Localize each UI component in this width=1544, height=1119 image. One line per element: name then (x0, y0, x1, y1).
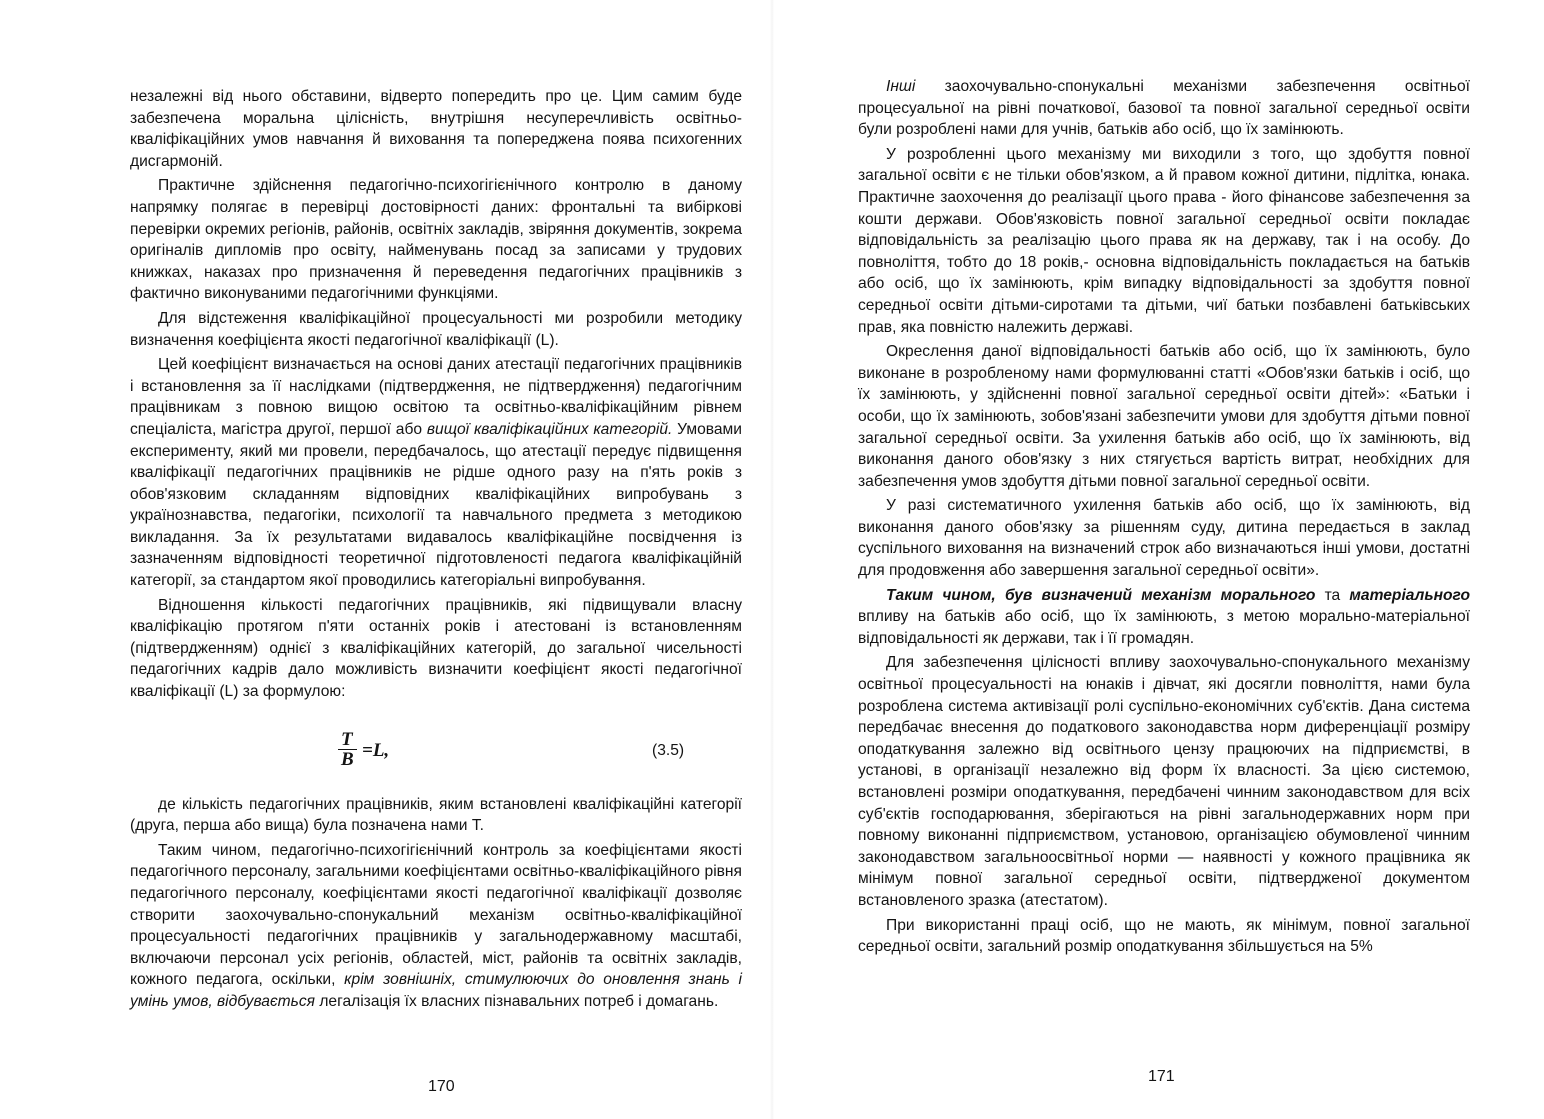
paragraph (130, 308, 742, 351)
text-segment: Цей коефіцієнт визначається на основі даних атестації педагогічних працівників і встановлення за її наслідками (підтвердження, не підтвердження) педагогічним працівникам з повною вищою освітою та освітньо-кваліфікаційним рівнем спеціаліста, магістра другої, першої або (130, 356, 742, 438)
text-segment: був визначений механізм морального (1004, 586, 1316, 604)
right-page (772, 0, 1544, 1119)
text-segment: матеріального (1349, 586, 1470, 604)
formula-numerator: T (338, 730, 357, 750)
text-segment: Умовами експерименту, який ми провели, передбачалось, що атестації передує підвищення кваліфікації педагогічних працівників не рідше одного разу на п'ять років з обов'язковим складанням відповідних кваліфікаційних випробувань з українознавства, педагогіки, психології та навчального предмета з методикою викладання. За їх результатами видавалось кваліфікаційне посвідчення із зазначенням відповідності теоретичної підготовленості педагога кваліфікаційній категорії, за стандартом якої проводились категоріальні випробування. (130, 420, 742, 590)
text-segment: Для відстеження кваліфікаційної процесуальності ми розробили методику визначення коефіцієнта якості педагогічної кваліфікації (L). (130, 309, 742, 349)
text-segment: незалежні від нього обставини, відверто попередить про це. Цим самим буде забезпечена моральна цілісність, внутрішня несуперечливість освітньо-кваліфікаційних умов навчання й виховання та попереджена поява психогенних дисгармоній. (130, 88, 742, 170)
text-segment: крім зовнішніх, стимулюючих до оновлення знань і умінь умов, відбувається (130, 971, 742, 1010)
formula-fraction (338, 730, 357, 769)
paragraph (130, 595, 742, 703)
text-segment: Відношення кількості педагогічних працівників, які підвищували власну кваліфікацію протягом п'яти останніх років і атестовані із встановленням (підтвердженням) однієї з кваліфікаційних категорій, до загальної чисельності педагогічних кадрів дало можливість визначити коефіцієнт якості педагогічної кваліфікації (L) за формулою: (130, 596, 742, 701)
formula-denominator: B (341, 748, 354, 770)
paragraph (858, 915, 1470, 958)
paragraph (858, 652, 1470, 911)
left-page-text (130, 86, 742, 1013)
formula-result: =L, (362, 739, 390, 761)
text-segment: де кількість педагогічних працівників, яким встановлені кваліфікаційні категорії (друга, перша або вища) була позначена нами Т. (130, 795, 742, 835)
page-number-right: 171 (1148, 1068, 1175, 1085)
formula-3-5 (130, 730, 742, 778)
paragraph (858, 144, 1470, 338)
paragraph (130, 840, 742, 1013)
paragraph (130, 86, 742, 172)
equation-number: (3.5) (652, 741, 685, 759)
text-segment: впливу на батьків або осіб, що їх замінюють, з метою морально-матеріальної відповідальності як держави, так і її громадян. (858, 608, 1470, 647)
paragraph (858, 585, 1470, 650)
text-segment: Інші (886, 78, 916, 95)
text-segment: Таким чином, (886, 586, 996, 604)
paragraph (130, 794, 742, 837)
text-segment: Практичне здійснення педагогічно-психогігієнічного контролю в даному напрямку полягає в перевірці достовірності даних: фронтальні та вибіркові перевірки окремих регіонів, районів, освітніх закладів, звіряння документів, зокрема оригіналів дипломів про освіту, найменувань посад за записами у трудових книжках, наказах про призначення й переведення педагогічних працівників з фактично виконуваними педагогічними функціями. (130, 177, 742, 303)
text-segment: та (1315, 586, 1350, 604)
text-segment: Окреслення даної відповідальності батьків або осіб, що їх замінюють, було виконане в розробленому нами формулюванні статті «Обов'язки батьків і осіб, що їх замінюють, у здійсненні повної загальної середньої освіти дітей»: «Батьки і особи, що їх замінюють, зобов'язані забезпечити умови для здобуття дітьми повної загальної середньої освіти. За ухилення батьків або осіб, що їх замінюють, від виконання даного обов'язку з них стягується вартість витрат, необхідних для забезпечення умов здобуття дітьми повної загальної середньої освіти. (858, 343, 1470, 490)
text-segment: Для забезпечення цілісності впливу заохочувально-спонукального механізму освітньої процесуальності на юнаків і дівчат, які досягли повноліття, нами була розроблена система активізації ролі суспільно-економічних суб'єктів. Дана система передбачає внесення до податкового законодавства норм диференціації розміру оподаткування залежно від освітнього цензу працюючих на підприємстві, в установі, в організації незалежно від форм їх власності. За цією системою, встановлені розміри оподаткування, передбачені чинним законодавством для всіх суб'єктів господарювання, зберігаються на рівні загальнодержавних норм при повному виконанні підприємством, установою, організацією обумовленої чинним законодавством загальноосвітньої норми — наявності у кожного працівника як мінімум повної загальної середньої освіти, підтвердженої документом встановленого зразка (атестатом). (858, 654, 1470, 909)
paragraph (130, 354, 742, 592)
right-paragraphs (858, 76, 1470, 958)
paragraph (858, 495, 1470, 581)
text-segment: вищої кваліфікаційних категорій. (426, 420, 673, 438)
text-segment: заохочувально-спонукальні механізми забезпечення освітньої процесуальної на рівні початкової, базової та повної загальної середньої освіти були розроблені нами для учнів, батьків або осіб, що їх замінюють. (858, 78, 1470, 139)
paragraph (130, 175, 742, 305)
text-segment: У разі систематичного ухилення батьків або осіб, що їх замінюють, від виконання даного обов'язку за рішенням суду, дитина передається в заклад суспільного виховання на визначений строк або визначаються інші умови, достатні для продовження або завершення загальної середньої освіти». (858, 497, 1470, 580)
text-segment: легалізація їх власних пізнавальних потреб і домагань. (315, 992, 719, 1010)
left-paragraphs-before-formula (130, 86, 742, 703)
left-paragraphs-after-formula (130, 794, 742, 1013)
text-segment: Таким чином, педагогічно-психогігієнічний контроль за коефіцієнтами якості педагогічного персоналу, загальними коефіцієнтами освітньо-кваліфікаційного рівня педагогічного персоналу, коефіцієнтами якості педагогічної кваліфікації дозволяє створити заохочувально-спонукальний механізм освітньо-кваліфікаційної процесуальності педагогічних працівників у загальнодержавному масштабі, включаючи персонал усіх регіонів, областей, міст, районів та освітніх закладів, кожного педагога, оскільки, (130, 841, 742, 989)
paragraph (858, 76, 1470, 141)
text-segment (996, 587, 1005, 604)
right-page-text (858, 76, 1470, 958)
text-segment: У розробленні цього механізму ми виходили з того, що здобуття повної загальної освіти є не тільки обов'язком, а й правом кожної дитини, підлітка, юнака. Практичне заохочення до реалізації цього права - його фінансове забезпечення за кошти держави. Обов'язковість повної загальної середньої освіти покладає відповідальність за реалізацію цього права як на державу, так і на особу. До повноліття, тобто до 18 років,- основна відповідальність покладається на батьків або осіб, що їх замінюють, крім випадку відповідальності за здобуття повної середньої освіти дітьми-сиротами та дітьми, чиї батьки позбавлені батьківських прав, яка повністю належить державі. (858, 145, 1470, 336)
text-segment: При використанні праці осіб, що не мають, як мінімум, повної загальної середньої освіти, загальний розмір оподаткування збільшується на 5% (858, 916, 1470, 956)
paragraph (858, 341, 1470, 492)
page-number-left: 170 (428, 1078, 455, 1095)
